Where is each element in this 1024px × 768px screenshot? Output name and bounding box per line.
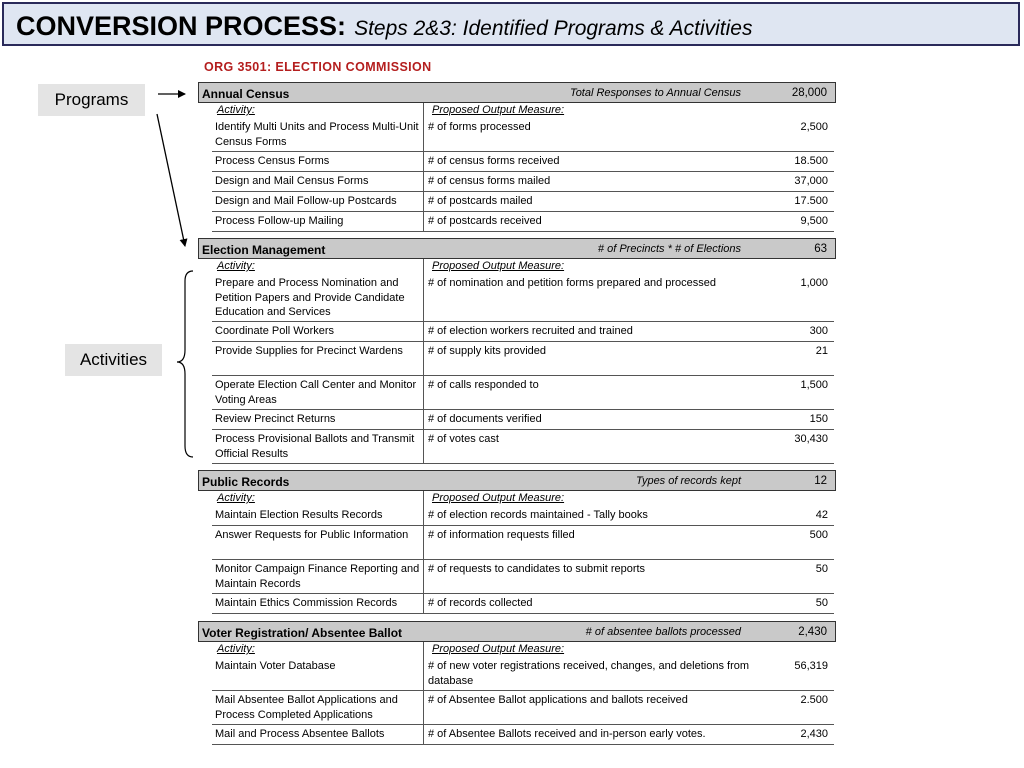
activity-row [212,506,834,526]
program-metric-value: 2,430 [798,626,827,638]
output-measure: # of votes cast [428,433,499,445]
program-metric: Types of records kept [636,475,741,487]
measure-column-header: Proposed Output Measure: [432,492,565,504]
measure-value: 150 [809,413,828,425]
activity-name: Mail Absentee Ballot Applications and Process Completed Applications [215,694,398,721]
measure-value: 9,500 [800,215,828,227]
measure-value: 300 [809,325,828,337]
activity-row [212,430,834,464]
activity-name: Monitor Campaign Finance Reporting and Maintain Records [215,563,420,590]
output-measure: # of supply kits provided [428,345,547,357]
activity-name: Mail and Process Absentee Ballots [215,728,385,740]
output-measure: # of Absentee Ballots received and in-person early votes. [428,728,706,740]
measure-column-header: Proposed Output Measure: [432,104,565,116]
measure-value: 2.500 [800,694,828,706]
activity-row [212,212,834,232]
output-measure: # of Absentee Ballot applications and ballots received [428,694,688,706]
activity-row [212,594,834,614]
output-measure: # of forms processed [428,121,531,133]
measure-value: 2,430 [800,728,828,740]
activity-row [212,322,834,342]
program-metric-value: 63 [814,243,827,255]
output-measure: # of calls responded to [428,379,539,391]
title-subtitle: Steps 2&3: Identified Programs & Activities [354,17,753,40]
activity-name: Design and Mail Census Forms [215,175,369,187]
activity-name: Process Census Forms [215,155,330,167]
output-measure: # of new voter registrations received, changes, and deletions from database [428,660,750,687]
arrow-to-second-program [157,114,185,246]
activity-row [212,152,834,172]
measure-value: 50 [815,563,828,575]
measure-value: 50 [815,597,828,609]
measure-value: 42 [815,509,828,521]
program-header [198,470,836,491]
program-metric: # of Precincts * # of Elections [597,243,741,255]
activity-name: Maintain Voter Database [215,660,336,672]
measure-value: 21 [815,345,828,357]
activity-column-header: Activity: [217,260,255,272]
measure-column-header: Proposed Output Measure: [432,260,565,272]
measure-value: 1,500 [800,379,828,391]
activity-name: Provide Supplies for Precinct Wardens [215,345,403,357]
activity-row [212,274,834,322]
activity-name: Design and Mail Follow-up Postcards [215,195,397,207]
measure-value: 18.500 [794,155,828,167]
activity-name: Coordinate Poll Workers [215,325,335,337]
program-metric: # of absentee ballots processed [585,626,741,638]
activity-name: Review Precinct Returns [215,413,336,425]
output-measure: # of requests to candidates to submit reports [428,563,646,575]
measure-value: 17.500 [794,195,828,207]
measure-value: 30,430 [794,433,828,445]
activity-row [212,725,834,745]
program-name: Public Records [202,475,290,489]
output-measure: # of census forms mailed [428,175,551,187]
activity-row [212,342,834,376]
column-header-row [212,642,834,657]
program-name: Annual Census [202,87,290,101]
activity-row [212,192,834,212]
activity-column-header: Activity: [217,643,255,655]
program-metric-value: 28,000 [791,87,827,99]
output-measure: # of election workers recruited and trained [428,325,633,337]
activity-name: Maintain Election Results Records [215,509,383,521]
program-header [198,238,836,259]
column-header-row [212,103,834,118]
output-measure: # of documents verified [428,413,542,425]
measure-value: 500 [809,529,828,541]
output-measure: # of census forms received [428,155,560,167]
output-measure: # of postcards received [428,215,542,227]
activity-row [212,560,834,594]
activity-name: Maintain Ethics Commission Records [215,597,398,609]
program-header [198,82,836,103]
activity-name: Answer Requests for Public Information [215,529,409,541]
measure-value: 1,000 [800,277,828,289]
output-measure: # of records collected [428,597,533,609]
output-measure: # of election records maintained - Tally books [428,509,648,521]
activity-row [212,172,834,192]
program-name: Election Management [202,243,326,257]
activity-row [212,526,834,560]
activity-name: Identify Multi Units and Process Multi-Unit Census Forms [215,121,419,148]
org-title: ORG 3501: ELECTION COMMISSION [204,60,432,74]
measure-value: 2,500 [800,121,828,133]
activity-row [212,410,834,430]
program-metric: Total Responses to Annual Census [569,87,741,99]
activity-name: Process Provisional Ballots and Transmit Official Results [215,433,415,460]
title-main: CONVERSION PROCESS: [16,11,347,41]
activity-name: Process Follow-up Mailing [215,215,344,227]
activity-row [212,691,834,725]
activity-column-header: Activity: [217,104,255,116]
output-measure: # of postcards mailed [428,195,533,207]
column-header-row [212,491,834,506]
column-header-row [212,259,834,274]
activities-callout: Activities [65,344,162,376]
activity-name: Operate Election Call Center and Monitor Voting Areas [215,379,417,406]
program-name: Voter Registration/ Absentee Ballot [202,626,403,640]
program-metric-value: 12 [814,475,827,487]
activity-column-header: Activity: [217,492,255,504]
measure-value: 56,319 [794,660,828,672]
programs-callout: Programs [38,84,145,116]
activities-brace [177,271,193,457]
activity-row [212,376,834,410]
activity-name: Prepare and Process Nomination and Petition Papers and Provide Candidate Education and Services [215,277,405,318]
activity-row [212,118,834,152]
activity-row [212,657,834,691]
output-measure: # of nomination and petition forms prepared and processed [428,277,717,289]
measure-column-header: Proposed Output Measure: [432,643,565,655]
measure-value: 37,000 [794,175,828,187]
program-header [198,621,836,642]
output-measure: # of information requests filled [428,529,575,541]
